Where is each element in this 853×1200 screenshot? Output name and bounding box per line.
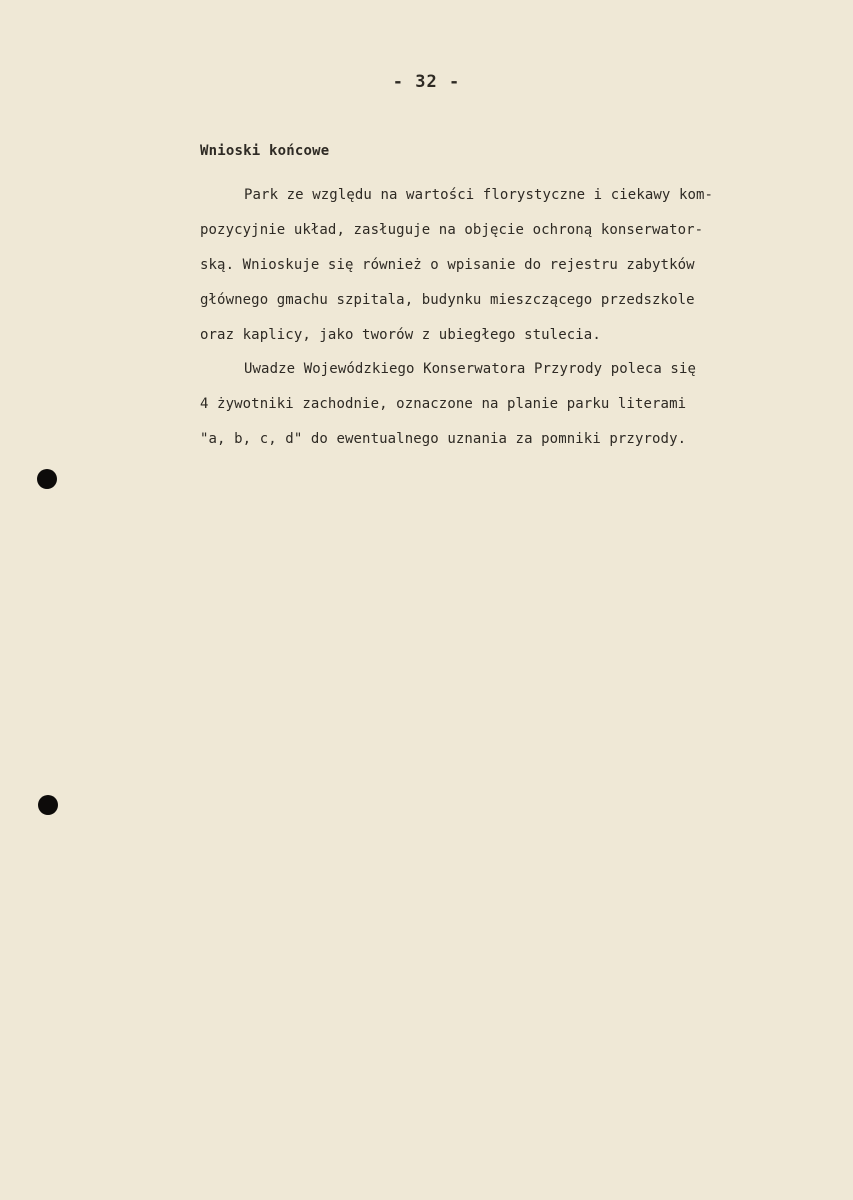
paragraph-line: 4 żywotniki zachodnie, oznaczone na planie parku literami <box>200 396 687 412</box>
paragraph-line: oraz kaplicy, jako tworów z ubiegłego stulecia. <box>200 327 601 343</box>
paragraph-line: Park ze względu na wartości florystyczne i ciekawy kom- <box>244 187 714 203</box>
section-heading: Wnioski końcowe <box>200 143 330 159</box>
paragraph-line: "a, b, c, d" do ewentualnego uznania za pomniki przyrody. <box>200 431 687 447</box>
paragraph-line: pozycyjnie układ, zasługuje na objęcie ochroną konserwator- <box>200 222 704 238</box>
paragraph-recommendation <box>200 352 830 457</box>
paragraph-line: ską. Wnioskuje się również o wpisanie do rejestru zabytków <box>200 257 695 273</box>
paragraph-conclusions <box>200 178 830 353</box>
paragraph-line: głównego gmachu szpitala, budynku mieszczącego przedszkole <box>200 292 695 308</box>
paragraph-line: Uwadze Wojewódzkiego Konserwatora Przyrody poleca się <box>244 361 697 377</box>
punch-hole <box>37 469 57 489</box>
page-number: - 32 - <box>392 72 461 92</box>
punch-hole <box>38 795 58 815</box>
